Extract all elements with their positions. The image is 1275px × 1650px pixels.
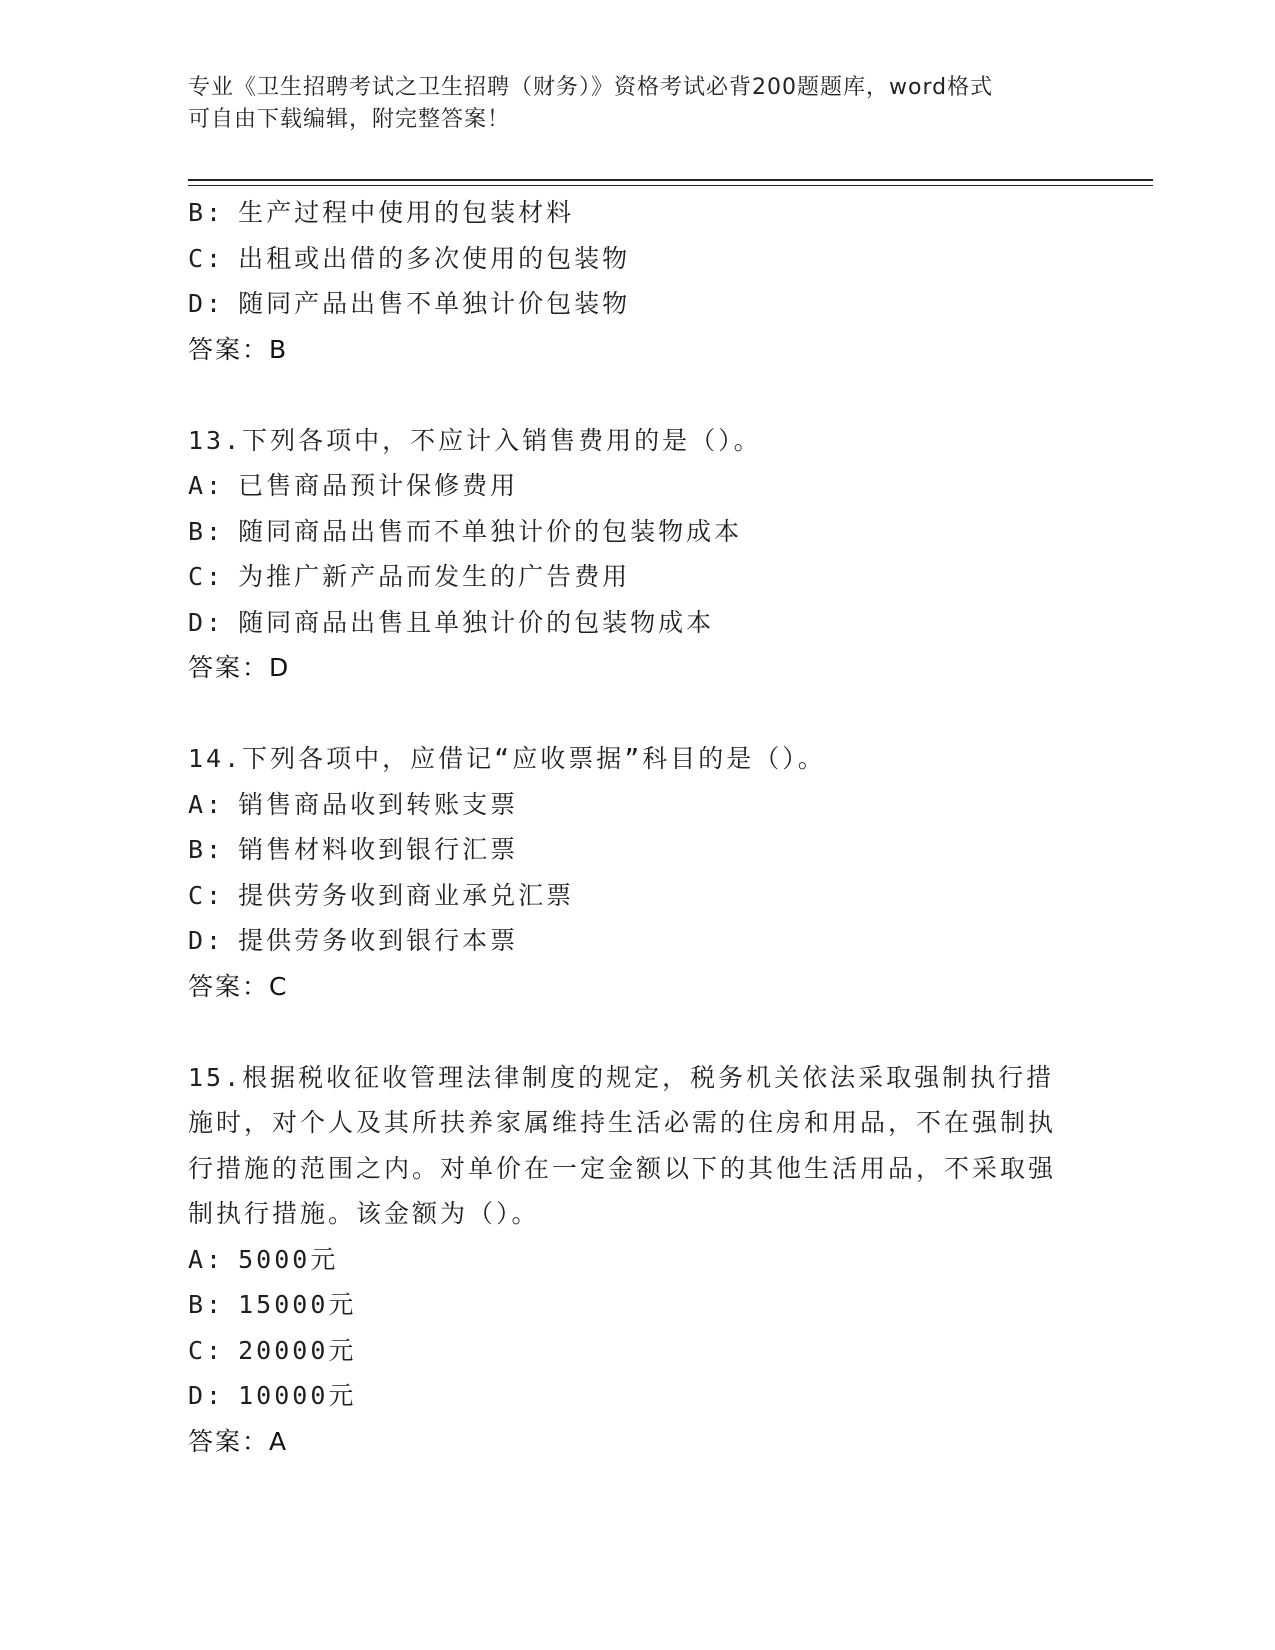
option-label: C: <box>188 562 225 591</box>
option-d <box>188 600 1088 646</box>
option-text: 5000元 <box>238 1244 339 1274</box>
answer-line: 答案：D <box>188 653 291 682</box>
option-label: A: <box>188 789 225 819</box>
option-text: 随同商品出售且单独计价的包装物成本 <box>238 607 715 637</box>
option-a <box>188 463 1088 509</box>
header-rule-thick <box>188 179 1153 181</box>
option-c <box>188 236 1088 282</box>
answer-line: 答案：C <box>188 971 289 1001</box>
option-d <box>188 918 1088 964</box>
option-c <box>188 554 1088 600</box>
document-header <box>188 72 1068 136</box>
option-d <box>188 1373 1088 1419</box>
option-label: B: <box>188 516 225 546</box>
option-text: 随同产品出售不单独计价包装物 <box>238 289 631 318</box>
option-text: 10000元 <box>238 1381 357 1410</box>
option-label: B: <box>188 835 225 864</box>
option-label: A: <box>188 1244 225 1274</box>
option-b <box>188 1282 1088 1328</box>
option-label: C: <box>188 880 225 910</box>
option-c <box>188 873 1088 919</box>
option-text: 销售商品收到转账支票 <box>238 789 519 819</box>
answer-line: 答案：B <box>188 334 289 364</box>
option-label: B: <box>188 1290 225 1319</box>
question-15-text: 15.根据税收征收管理法律制度的规定，税务机关依法采取强制执行措施时，对个人及其所扶养家属维持生活必需的住房和用品，不在强制执行措施的范围之内。对单价在一定金额以下的其他生活用品，不采取强制执行措施。该金额为（）。 <box>188 1062 1057 1228</box>
option-d <box>188 281 1088 327</box>
option-label: D: <box>188 289 225 318</box>
option-text: 已售商品预计保修费用 <box>238 471 519 500</box>
option-text: 15000元 <box>238 1290 357 1319</box>
option-text: 提供劳务收到商业承兑汇票 <box>238 880 575 910</box>
option-text: 为推广新产品而发生的广告费用 <box>238 562 631 591</box>
option-label: D: <box>188 607 225 637</box>
option-label: A: <box>188 471 225 500</box>
option-label: C: <box>188 1335 225 1365</box>
option-label: D: <box>188 926 225 955</box>
question-content <box>188 190 1088 1464</box>
option-a <box>188 1237 1088 1283</box>
header-rule-thin <box>188 185 1153 186</box>
answer-line: 答案：A <box>188 1426 289 1456</box>
option-text: 出租或出借的多次使用的包装物 <box>238 243 631 273</box>
option-c <box>188 1328 1088 1374</box>
header-line-2: 可自由下载编辑，附完整答案！ <box>188 107 511 132</box>
option-label: C: <box>188 243 225 273</box>
option-label: D: <box>188 1381 225 1410</box>
option-b <box>188 827 1088 873</box>
option-b <box>188 509 1088 555</box>
question-13-text: 13.下列各项中，不应计入销售费用的是（）。 <box>188 425 762 455</box>
option-b <box>188 190 1088 236</box>
option-text: 20000元 <box>238 1335 357 1365</box>
option-text: 生产过程中使用的包装材料 <box>238 198 575 227</box>
header-line-1: 专业《卫生招聘考试之卫生招聘（财务）》资格考试必背200题题库，word格式 <box>188 75 994 100</box>
option-text: 提供劳务收到银行本票 <box>238 926 519 955</box>
option-text: 随同商品出售而不单独计价的包装物成本 <box>238 516 743 546</box>
option-text: 销售材料收到银行汇票 <box>238 835 519 864</box>
question-14-text: 14.下列各项中，应借记“应收票据”科目的是（）。 <box>188 744 826 773</box>
option-a <box>188 782 1088 828</box>
option-label: B: <box>188 198 225 227</box>
